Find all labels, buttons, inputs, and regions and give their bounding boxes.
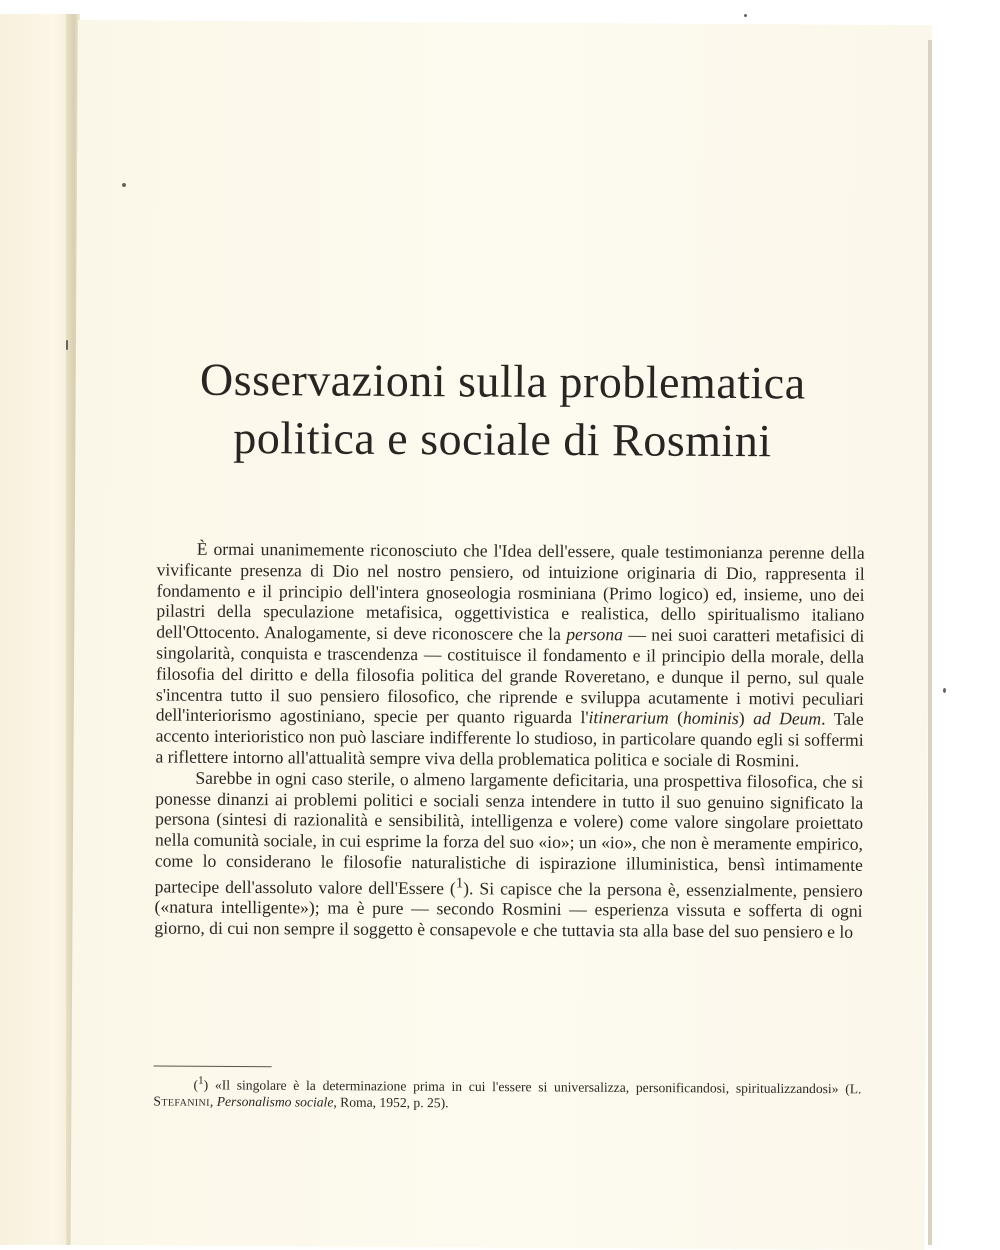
text-run: È ormai unanimemente riconosciuto che l'Idea dell'essere, quale testimonianza perenne della vivificante presenza di Dio nel nostro pensiero, od intuizione originaria di Dio, rappresenta il fondamento e il principio dell'intera gnoseologia rosminiana (Primo logico) ed, insieme, uno dei pilastri della speculazione metafisica, oggettivistica e realistica, dello spiritualismo italiano dell'Ottocento. Analogamente, si deve riconoscere che la bbox=[156, 538, 865, 645]
text-run: ) bbox=[738, 708, 754, 729]
scan-speck bbox=[744, 14, 747, 17]
footnote-reference: 1 bbox=[455, 875, 464, 892]
scan-speck bbox=[943, 688, 946, 693]
footnote-marker: 1 bbox=[198, 1074, 204, 1087]
scan-speck bbox=[66, 340, 68, 350]
page-right-edge bbox=[928, 40, 932, 1245]
text-run: , Roma, 1952, p. 25). bbox=[333, 1094, 449, 1111]
footnote bbox=[153, 1072, 861, 1114]
footnote-text: ($^1$) «Il singolare è la determinazione prima in cui l'essere si universalizza, personificandosi, spiritualizzandosi» (L. Stefanini, Personalismo sociale, Roma, 1952, p. 25). bbox=[153, 1074, 862, 1111]
italic-term: persona bbox=[566, 624, 624, 645]
footnote-work-title: Personalismo sociale bbox=[216, 1093, 334, 1110]
text-run: ). Si capisce che la persona è, essenzialmente, pensiero («natura intelligente»); ma è pure — secondo Rosmini — esperienza vissuta e sofferta di ogni giorno, di cui non sempre il soggetto è consapevole e che tuttavia sta alla base del suo pensiero e lo bbox=[154, 877, 863, 942]
text-run: Sarebbe in ogni caso sterile, o almeno largamente deficitaria, una prospettiva filosofica, che si ponesse dinanzi ai problemi politici e sociali senza intendere in tutto il suo genuino significato la persona (sintesi di razionalità e sensibilità, intelligenza e volere) come valore singolare proiettato nella comunità sociale, in cui esprime la forza del suo «io»; un «io», che non è meramente empirico, come lo considerano le filosofie naturalistiche di ispirazione illuministica, bensì intimamente partecipe dell'assoluto valore dell'Essere ( bbox=[154, 767, 864, 898]
title-line-2: politica e sociale di Rosmini bbox=[233, 411, 772, 467]
footnote-separator bbox=[154, 1065, 272, 1067]
text-run: ( bbox=[668, 707, 684, 729]
page-title bbox=[75, 350, 930, 471]
book-page bbox=[71, 20, 932, 1250]
text-run: — nei suoi caratteri metafisici di singolarità, conquista e trascendenza — costituisce il fondamento e il principio della morale, della filosofia del diritto e della filosofia politica del grande Roveretano, e dunque il perno, sul quale s'incentra tutto il suo pensiero filosofico, che riprende e sviluppa acutamente i motivi peculiari dell'interiorismo agostiniano, specie per quanto riguarda l' bbox=[155, 624, 865, 728]
text-run: . Tale accento interioristico non può lasciare indifferente lo studioso, in particolare quando egli si soffermi a riflettere intorno all'attualità sempre viva della problematica politica e sociale di Rosmini. bbox=[155, 708, 864, 771]
paragraph-1 bbox=[155, 538, 864, 771]
footnote-author: Stefanini bbox=[153, 1093, 210, 1109]
scan-speck bbox=[122, 183, 126, 187]
italic-term: ad Deum bbox=[753, 708, 822, 729]
article-body bbox=[154, 538, 864, 942]
italic-term: itinerarium bbox=[588, 707, 669, 728]
text-run: , bbox=[209, 1093, 217, 1109]
text-run: «Il singolare è la determinazione prima in cui l'essere si universalizza, personificandosi, spiritualizzandosi» (L. bbox=[208, 1077, 862, 1097]
paragraph-2 bbox=[154, 767, 863, 943]
title-line-1: Osservazioni sulla problematica bbox=[199, 353, 806, 409]
italic-term: hominis bbox=[682, 708, 739, 729]
